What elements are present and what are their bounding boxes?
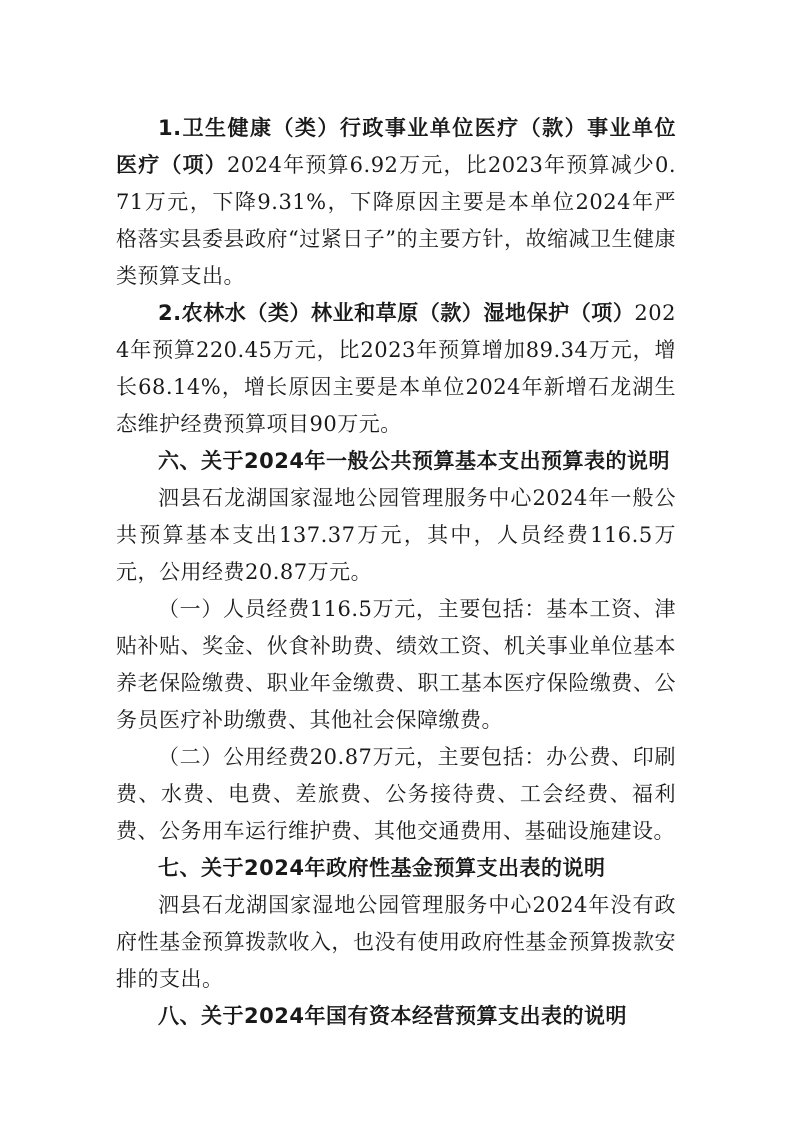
section7-para1: 泗县石龙湖国家湿地公园管理服务中心2024年没有政府性基金预算拨款收入，也没有使用政府性基金预算拨款安排的支出。 [116,893,676,991]
item2-text: 2024年预算220.45万元，比2023年预算增加89.34万元，增长68.14%，增长原因主要是本单位2024年新增石龙湖生态维护经费预算项目90万元。 [116,301,676,436]
item2-label: 2.农林水（类）林业和草原（款）湿地保护（项） [158,301,635,325]
item1-paragraph [116,110,676,295]
item1-text: 2024年预算6.92万元，比2023年预算减少0.71万元，下降9.31%，下降原因主要是本单位2024年严格落实县委县政府“过紧日子”的主要方针，故缩减卫生健康类预算支出。 [116,153,676,288]
section6-heading: 六、关于2024年一般公共预算基本支出预算表的说明 [158,449,670,473]
section8-heading: 八、关于2024年国有资本经营预算支出表的说明 [158,1004,627,1028]
section6-para2: （一）人员经费116.5万元，主要包括：基本工资、津贴补贴、奖金、伙食补助费、绩效工资、机关事业单位基本养老保险缴费、职业年金缴费、职工基本医疗保险缴费、公务员医疗补助缴费、其他社会保障缴费。 [116,597,676,732]
item2-paragraph [116,295,676,443]
item1-label: 1.卫生健康（类）行政事业单位医疗（款）事业单位医疗（项） [116,116,676,177]
section6-para1: 泗县石龙湖国家湿地公园管理服务中心2024年一般公共预算基本支出137.37万元，其中，人员经费116.5万元，公用经费20.87万元。 [116,486,676,584]
section6-para3: （二）公用经费20.87万元，主要包括：办公费、印刷费、水费、电费、差旅费、公务接待费、工会经费、福利费、公务用车运行维护费、其他交通费用、基础设施建设。 [116,745,676,843]
section7-heading: 七、关于2024年政府性基金预算支出表的说明 [158,856,606,880]
